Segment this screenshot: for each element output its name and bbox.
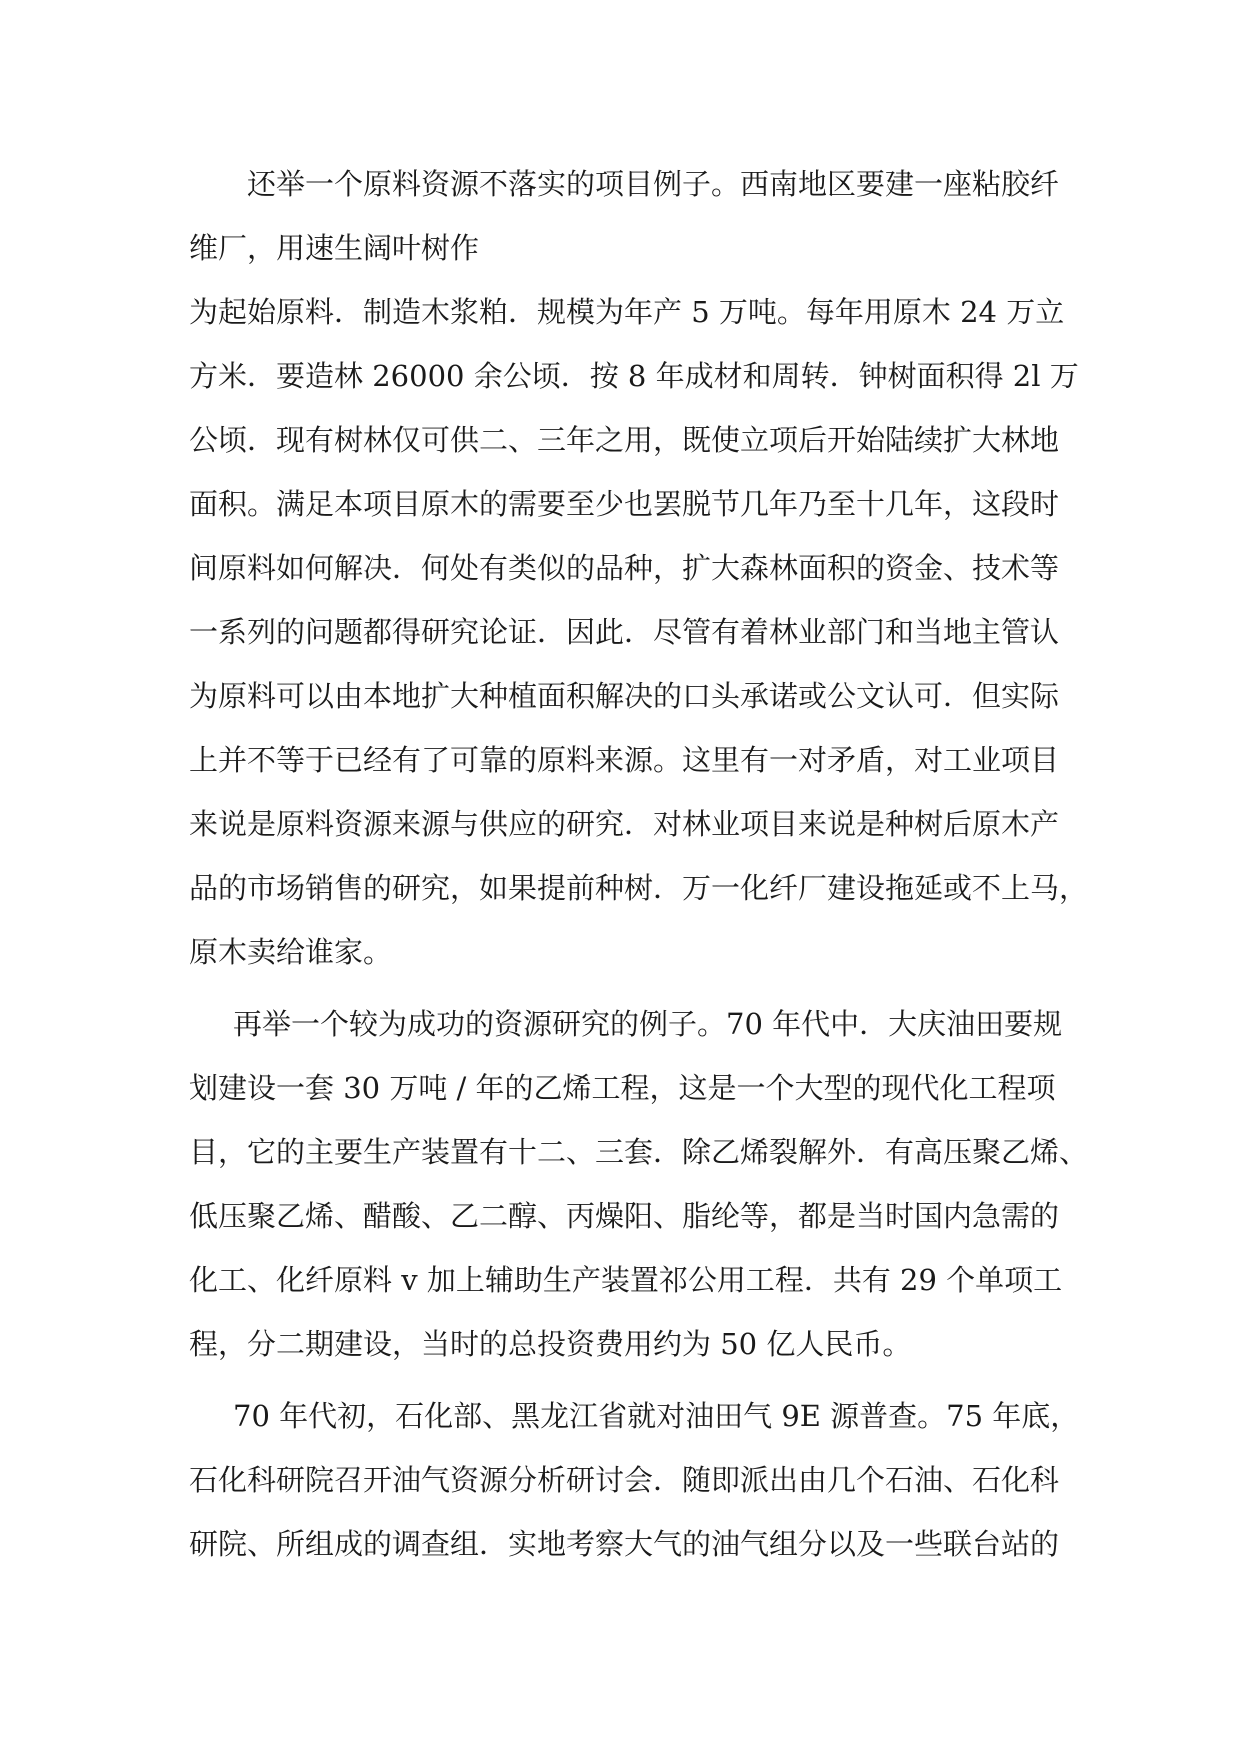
text-line: 石化科研院召开油气资源分析研讨会．随即派出由几个石油、石化科 <box>189 1463 1060 1497</box>
text-line: 方米．要造林 26000 余公顷．按 8 年成材和周转．钟树面积得 2l 万 <box>189 359 1079 393</box>
text-line: 为起始原料．制造木浆粕．规模为年产 5 万吨。每年用原木 24 万立 <box>189 295 1065 329</box>
paragraph-2 <box>189 280 1089 984</box>
text-line: 公顷．现有树林仅可供二、三年之用，既使立项后开始陆续扩大林地 <box>189 423 1060 457</box>
paragraph-spacer <box>189 984 1055 992</box>
text-line: 研院、所组成的调查组．实地考察大气的油气组分以及一些联台站的 <box>189 1527 1060 1561</box>
text-line: 原木卖给谁家。 <box>189 935 393 969</box>
text-line: 化工、化纤原料 v 加上辅助生产装置祁公用工程．共有 29 个单项工 <box>189 1263 1063 1297</box>
text-line: 品的市场销售的研究，如果提前种树．万一化纤厂建设拖延或不上马， <box>189 871 1089 905</box>
text-line: 来说是原料资源来源与供应的研究．对林业项目来说是种树后原木产 <box>189 807 1060 841</box>
text-line: 面积。满足本项目原木的需要至少也罢脱节几年乃至十几年，这段时 <box>189 487 1060 521</box>
paragraph-1 <box>189 152 1060 280</box>
text-line: 为原料可以由本地扩大种植面积解决的口头承诺或公文认可．但实际 <box>189 679 1060 713</box>
text-line: 目，它的主要生产装置有十二、三套．除乙烯裂解外．有高压聚乙烯、 <box>189 1135 1089 1169</box>
paragraph-3 <box>189 992 1089 1376</box>
paragraph-4 <box>189 1384 1080 1576</box>
document-body <box>189 152 1089 1576</box>
text-line: 间原料如何解决．何处有类似的品种，扩大森林面积的资金、技术等 <box>189 551 1060 585</box>
text-line: 还举一个原料资源不落实的项目例子。西南地区要建一座粘胶纤 <box>247 167 1060 201</box>
text-line: 上并不等于已经有了可靠的原料来源。这里有一对矛盾，对工业项目 <box>189 743 1060 777</box>
text-line: 低压聚乙烯、醋酸、乙二醇、丙燥阳、脂纶等，都是当时国内急需的 <box>189 1199 1060 1233</box>
paragraph-spacer <box>189 1376 1055 1384</box>
text-line: 划建设一套 30 万吨 / 年的乙烯工程，这是一个大型的现代化工程项 <box>189 1071 1056 1105</box>
text-line: 程，分二期建设，当时的总投资费用约为 50 亿人民币。 <box>189 1327 912 1361</box>
text-line: 一系列的问题都得研究论证．因此．尽管有着林业部门和当地主管认 <box>189 615 1060 649</box>
text-line: 维厂，用速生阔叶树作 <box>189 231 480 265</box>
text-line: 70 年代初，石化部、黑龙江省就对油田气 9E 源普查。75 年底， <box>233 1399 1080 1433</box>
text-line: 再举一个较为成功的资源研究的例子。70 年代中．大庆油田要规 <box>233 1007 1063 1041</box>
